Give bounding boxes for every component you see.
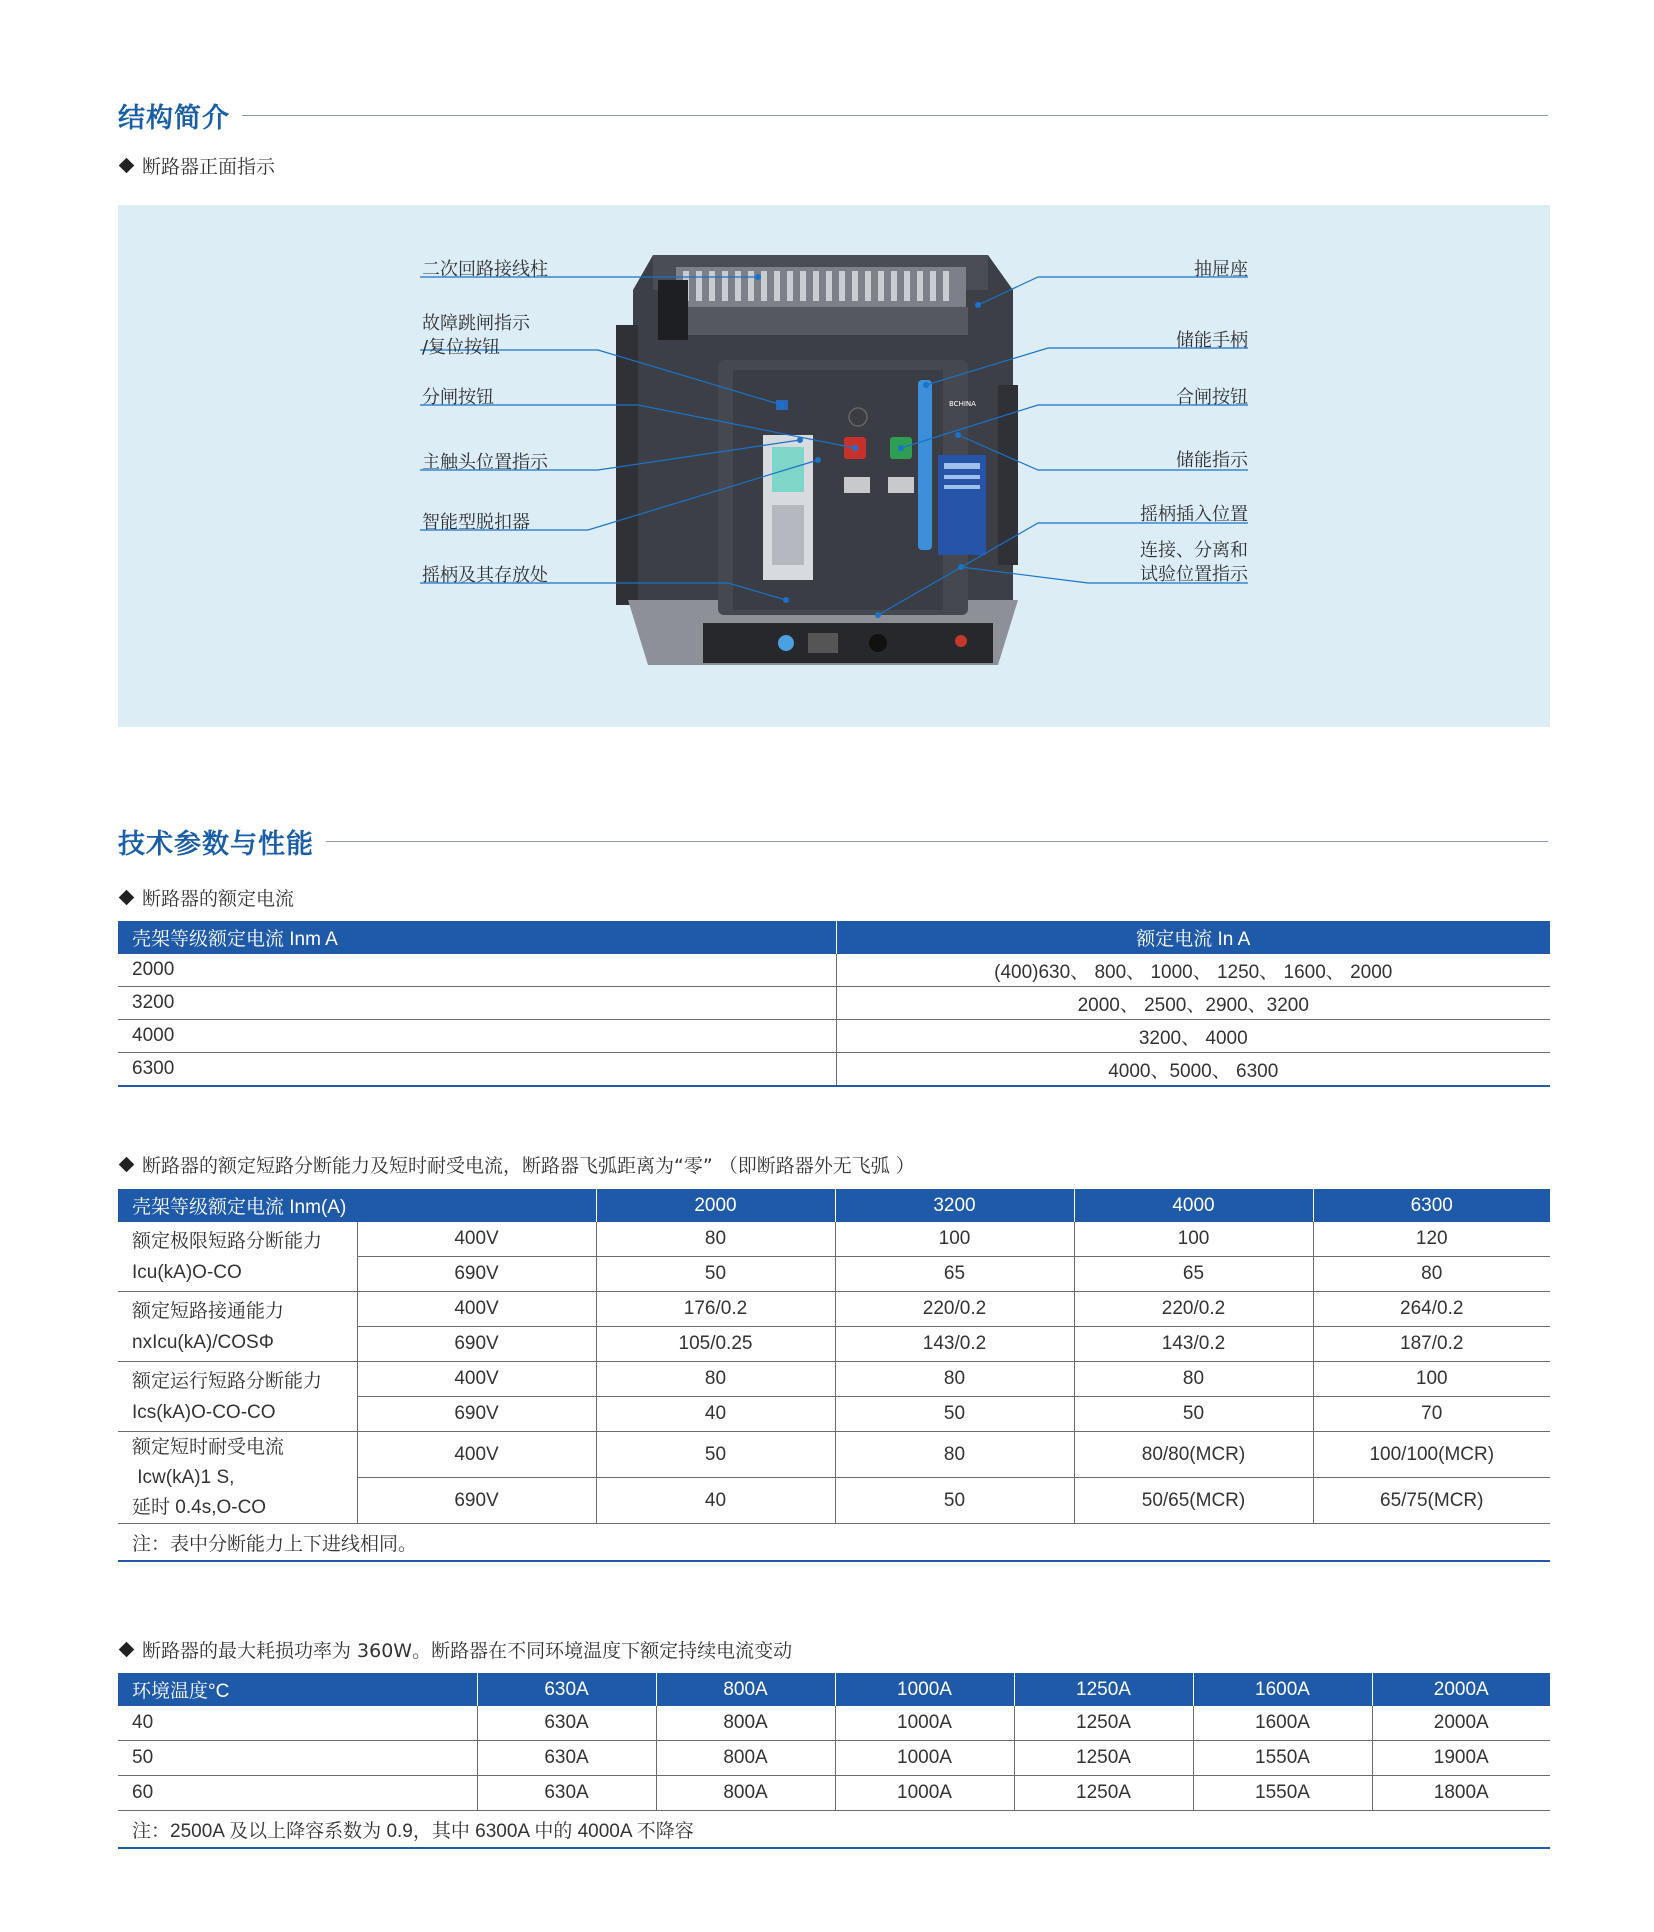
table-cell: 800A <box>656 1741 835 1776</box>
row-label: 额定运行短路分断能力 Ics(kA)O-CO-CO <box>118 1362 357 1432</box>
table-cell: 1550A <box>1193 1741 1372 1776</box>
table-note-row <box>118 1811 1550 1849</box>
table-cell: 40 <box>596 1397 835 1432</box>
table-cell: (400)630、 800、 1000、 1250、 1600、 2000 <box>836 954 1550 987</box>
header-cell: 环境温度°C <box>118 1673 477 1706</box>
voltage-cell: 690V <box>357 1478 596 1524</box>
voltage-cell: 690V <box>357 1327 596 1362</box>
section-title: 结构简介 <box>118 103 230 134</box>
table-cell: 630A <box>477 1706 656 1741</box>
table-row <box>118 1706 1550 1741</box>
table-cell: 50 <box>118 1741 477 1776</box>
divider <box>326 841 1548 842</box>
callout-drawer-base: 抽屉座 <box>1194 259 1248 280</box>
table-row <box>118 1053 1550 1087</box>
table-cell: 2000 <box>118 954 836 987</box>
subtitle-derating: 断路器的最大耗损功率为 360W。断路器在不同环境温度下额定持续电流变动 <box>118 1636 792 1663</box>
callout-charging-handle: 储能手柄 <box>1176 330 1248 351</box>
table-cell: 60 <box>118 1776 477 1811</box>
table-row <box>118 1362 1550 1397</box>
callout-handle-storage: 摇柄及其存放处 <box>422 565 548 586</box>
table-cell: 1250A <box>1014 1741 1193 1776</box>
table-cell: 4000、5000、 6300 <box>836 1053 1550 1087</box>
table-header <box>118 921 1550 954</box>
table-cell: 630A <box>477 1776 656 1811</box>
table-cell: 50 <box>835 1397 1074 1432</box>
table-cell: 50/65(MCR) <box>1074 1478 1313 1524</box>
header-cell: 额定电流 In A <box>836 921 1550 954</box>
table-cell: 80 <box>1074 1362 1313 1397</box>
table-cell: 80 <box>596 1222 835 1257</box>
header-cell: 壳架等级额定电流 Inm A <box>118 921 836 954</box>
table-cell: 100 <box>835 1222 1074 1257</box>
table-cell: 3200、 4000 <box>836 1020 1550 1053</box>
table-row <box>118 1432 1550 1478</box>
table-cell: 1250A <box>1014 1706 1193 1741</box>
header-cell: 3200 <box>835 1189 1074 1222</box>
table-row <box>118 1776 1550 1811</box>
table-row <box>118 1741 1550 1776</box>
section-header-tech <box>118 822 1548 861</box>
table-cell: 120 <box>1313 1222 1550 1257</box>
table-cell: 143/0.2 <box>835 1327 1074 1362</box>
table-cell: 630A <box>477 1741 656 1776</box>
table-cell: 176/0.2 <box>596 1292 835 1327</box>
header-cell: 800A <box>656 1673 835 1706</box>
table-cell: 220/0.2 <box>1074 1292 1313 1327</box>
table-cell: 50 <box>835 1478 1074 1524</box>
table-cell: 1250A <box>1014 1776 1193 1811</box>
device-brand-logo: BCHINA <box>949 400 976 408</box>
header-cell: 1250A <box>1014 1673 1193 1706</box>
table-header <box>118 1673 1550 1706</box>
breaking-capacity-table <box>118 1189 1550 1562</box>
header-cell: 1600A <box>1193 1673 1372 1706</box>
voltage-cell: 690V <box>357 1397 596 1432</box>
table-cell: 1550A <box>1193 1776 1372 1811</box>
table-cell: 1000A <box>835 1776 1014 1811</box>
table-cell: 80 <box>835 1432 1074 1478</box>
table-cell: 264/0.2 <box>1313 1292 1550 1327</box>
section-title: 技术参数与性能 <box>118 829 314 860</box>
callout-reset-button: /复位按钮 <box>422 337 501 358</box>
callout-charge-indicator: 储能指示 <box>1176 450 1248 471</box>
derating-table <box>118 1673 1550 1849</box>
subtitle-breaking-capacity: 断路器的额定短路分断能力及短时耐受电流，断路器飞弧距离为“零” （即断路器外无飞弧 ） <box>118 1151 915 1178</box>
table-cell: 1000A <box>835 1741 1014 1776</box>
voltage-cell: 400V <box>357 1432 596 1478</box>
table-cell: 2000、 2500、2900、3200 <box>836 987 1550 1020</box>
table-cell: 3200 <box>118 987 836 1020</box>
divider <box>242 115 1548 116</box>
table-cell: 1000A <box>835 1706 1014 1741</box>
voltage-cell: 400V <box>357 1362 596 1397</box>
table-cell: 6300 <box>118 1053 836 1087</box>
table-row <box>118 954 1550 987</box>
header-cell: 6300 <box>1313 1189 1550 1222</box>
table-note-row <box>118 1524 1550 1562</box>
callout-position-indicator-1: 连接、分离和 <box>1140 540 1248 561</box>
rated-current-table <box>118 921 1550 1087</box>
voltage-cell: 400V <box>357 1222 596 1257</box>
table-cell: 65/75(MCR) <box>1313 1478 1550 1524</box>
diamond-bullet-icon <box>119 1157 135 1173</box>
callout-handle-insert: 摇柄插入位置 <box>1140 504 1248 525</box>
table-note: 注：表中分断能力上下进线相同。 <box>118 1524 1550 1562</box>
header-cell: 1000A <box>835 1673 1014 1706</box>
table-header <box>118 1189 1550 1222</box>
callout-position-indicator-2: 试验位置指示 <box>1140 564 1248 585</box>
table-cell: 50 <box>1074 1397 1313 1432</box>
table-cell: 80/80(MCR) <box>1074 1432 1313 1478</box>
callout-secondary-terminal: 二次回路接线柱 <box>422 259 548 280</box>
table-cell: 1800A <box>1372 1776 1550 1811</box>
table-cell: 80 <box>835 1362 1074 1397</box>
subtitle-front-indication: 断路器正面指示 <box>118 152 275 179</box>
table-note: 注：2500A 及以上降容系数为 0.9，其中 6300A 中的 4000A 不降容 <box>118 1811 1550 1849</box>
table-cell: 143/0.2 <box>1074 1327 1313 1362</box>
diamond-bullet-icon <box>119 1642 135 1658</box>
table-cell: 40 <box>118 1706 477 1741</box>
table-cell: 80 <box>596 1362 835 1397</box>
header-cell: 630A <box>477 1673 656 1706</box>
diamond-bullet-icon <box>119 890 135 906</box>
table-cell: 40 <box>596 1478 835 1524</box>
table-cell: 65 <box>835 1257 1074 1292</box>
table-row <box>118 1292 1550 1327</box>
voltage-cell: 400V <box>357 1292 596 1327</box>
table-row <box>118 1222 1550 1257</box>
header-cell: 2000A <box>1372 1673 1550 1706</box>
table-cell: 70 <box>1313 1397 1550 1432</box>
table-cell: 187/0.2 <box>1313 1327 1550 1362</box>
callout-fault-trip-indicator: 故障跳闸指示 <box>422 313 530 334</box>
callout-trip-unit: 智能型脱扣器 <box>422 512 530 533</box>
table-row <box>118 1020 1550 1053</box>
row-label: 额定短时耐受电流 Icw(kA)1 S, 延时 0.4s,O-CO <box>118 1432 357 1524</box>
callout-contact-position: 主触头位置指示 <box>422 452 548 473</box>
header-cell: 2000 <box>596 1189 835 1222</box>
breaker-illustration <box>118 205 1550 727</box>
table-cell: 80 <box>1313 1257 1550 1292</box>
table-cell: 105/0.25 <box>596 1327 835 1362</box>
header-cell: 壳架等级额定电流 Inm(A) <box>118 1189 596 1222</box>
table-cell: 1900A <box>1372 1741 1550 1776</box>
table-cell: 50 <box>596 1257 835 1292</box>
section-header-structure <box>118 96 1548 135</box>
header-cell: 4000 <box>1074 1189 1313 1222</box>
table-cell: 100 <box>1313 1362 1550 1397</box>
table-cell: 2000A <box>1372 1706 1550 1741</box>
callout-close-button: 合闸按钮 <box>1176 387 1248 408</box>
table-cell: 800A <box>656 1776 835 1811</box>
table-cell: 1600A <box>1193 1706 1372 1741</box>
diamond-bullet-icon <box>119 158 135 174</box>
breaker-diagram <box>118 205 1550 727</box>
table-cell: 4000 <box>118 1020 836 1053</box>
table-row <box>118 987 1550 1020</box>
row-label: 额定短路接通能力 nxIcu(kA)/COSΦ <box>118 1292 357 1362</box>
table-cell: 800A <box>656 1706 835 1741</box>
row-label: 额定极限短路分断能力 Icu(kA)O-CO <box>118 1222 357 1292</box>
table-cell: 50 <box>596 1432 835 1478</box>
voltage-cell: 690V <box>357 1257 596 1292</box>
table-cell: 220/0.2 <box>835 1292 1074 1327</box>
callout-open-button: 分闸按钮 <box>422 387 494 408</box>
subtitle-rated-current: 断路器的额定电流 <box>118 884 294 911</box>
table-cell: 65 <box>1074 1257 1313 1292</box>
table-cell: 100 <box>1074 1222 1313 1257</box>
table-cell: 100/100(MCR) <box>1313 1432 1550 1478</box>
